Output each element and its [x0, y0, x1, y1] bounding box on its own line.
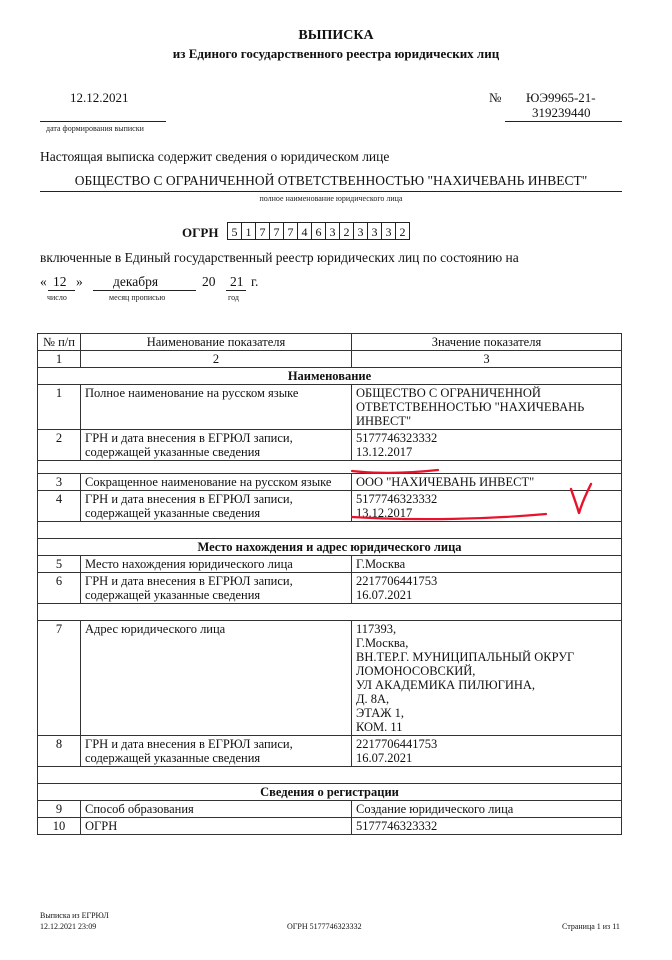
red-underline-short-name: [352, 514, 546, 519]
document-title: ВЫПИСКА: [298, 28, 374, 43]
ogrn-digit: 7: [269, 222, 284, 240]
row-label: ГРН и дата внесения в ЕГРЮЛ записи, содержащей указанные сведения: [81, 573, 352, 604]
section-title-name: Наименование: [38, 368, 622, 385]
year-suffix: 21: [230, 274, 244, 289]
row-number: 9: [38, 801, 81, 818]
row-label: ГРН и дата внесения в ЕГРЮЛ записи, содержащей указанные сведения: [81, 430, 352, 461]
ogrn-digit: 7: [283, 222, 298, 240]
row-value: Г.Москва: [352, 556, 622, 573]
ogrn-digit: 3: [367, 222, 382, 240]
ogrn-digit: 4: [297, 222, 312, 240]
section-title-registration: Сведения о регистрации: [38, 784, 622, 801]
document-subtitle: из Единого государственного реестра юридических лиц: [172, 46, 500, 61]
row-number: 3: [38, 474, 81, 491]
row-number: 8: [38, 736, 81, 767]
row-value: ООО "НАХИЧЕВАНЬ ИНВЕСТ": [352, 474, 622, 491]
ogrn-digit: 3: [353, 222, 368, 240]
col-number: 2: [81, 351, 352, 368]
status-line: включенные в Единый государственный реестр юридических лиц по состоянию на: [40, 250, 519, 265]
ogrn-digit: 3: [325, 222, 340, 240]
col-number: 3: [352, 351, 622, 368]
ogrn-digit: 2: [339, 222, 354, 240]
state-month: декабря: [113, 274, 159, 289]
entity-full-name: ОБЩЕСТВО С ОГРАНИЧЕННОЙ ОТВЕТСТВЕННОСТЬЮ "НАХИЧЕВАНЬ ИНВЕСТ": [74, 173, 588, 188]
row-value: 117393, Г.Москва, ВН.ТЕР.Г. МУНИЦИПАЛЬНЫЙ ОКРУГ ЛОМОНОСОВСКИЙ, УЛ АКАДЕМИКА ПИЛЮГИНА, Д. 8А, ЭТАЖ 1, КОМ. 11: [352, 621, 622, 736]
row-label: Способ образования: [81, 801, 352, 818]
row-number: 6: [38, 573, 81, 604]
year-word: г.: [251, 274, 259, 289]
row-value: 2217706441753 16.07.2021: [352, 736, 622, 767]
row-value: ОБЩЕСТВО С ОГРАНИЧЕННОЙ ОТВЕТСТВЕННОСТЬЮ "НАХИЧЕВАНЬ ИНВЕСТ": [352, 385, 622, 430]
date-caption: дата формирования выписки: [46, 124, 144, 133]
row-value: 2217706441753 16.07.2021: [352, 573, 622, 604]
footer-page-number: Страница 1 из 11: [562, 922, 620, 931]
row-number: 5: [38, 556, 81, 573]
row-number: 10: [38, 818, 81, 835]
ogrn-digit: 5: [227, 222, 242, 240]
extract-number-line2: 319239440: [532, 105, 591, 120]
day-caption: число: [47, 293, 67, 302]
row-number: 7: [38, 621, 81, 736]
red-checkmark: [571, 484, 591, 513]
row-value: 5177746323332: [352, 818, 622, 835]
quote-open: «: [40, 274, 47, 289]
row-number: 1: [38, 385, 81, 430]
row-label: ОГРН: [81, 818, 352, 835]
ogrn-label: ОГРН: [182, 225, 219, 240]
extract-number-line1: ЮЭ9965-21-: [526, 90, 596, 105]
row-label: ГРН и дата внесения в ЕГРЮЛ записи, содержащей указанные сведения: [81, 491, 352, 522]
formation-date: 12.12.2021: [70, 90, 129, 105]
col-number: 1: [38, 351, 81, 368]
row-label: ГРН и дата внесения в ЕГРЮЛ записи, содержащей указанные сведения: [81, 736, 352, 767]
ogrn-digit: 1: [241, 222, 256, 240]
year-prefix: 20: [202, 274, 216, 289]
col-header-number: № п/п: [38, 334, 81, 351]
ogrn-digit: 7: [255, 222, 270, 240]
row-value: 5177746323332 13.12.2017: [352, 491, 622, 522]
row-value: Создание юридического лица: [352, 801, 622, 818]
row-label: Адрес юридического лица: [81, 621, 352, 736]
row-number: 2: [38, 430, 81, 461]
row-number: 4: [38, 491, 81, 522]
row-label: Сокращенное наименование на русском языке: [81, 474, 352, 491]
quote-close: »: [76, 274, 83, 289]
section-title-address: Место нахождения и адрес юридического лица: [38, 539, 622, 556]
ogrn-digit: 6: [311, 222, 326, 240]
col-header-value: Значение показателя: [352, 334, 622, 351]
col-header-indicator: Наименование показателя: [81, 334, 352, 351]
month-caption: месяц прописью: [109, 293, 166, 302]
row-label: Полное наименование на русском языке: [81, 385, 352, 430]
intro-text: Настоящая выписка содержит сведения о юридическом лице: [40, 149, 390, 164]
ogrn-digit: 3: [381, 222, 396, 240]
footer-ogrn: ОГРН 5177746323332: [287, 922, 362, 931]
red-underline-date: [352, 470, 438, 473]
footer-timestamp: 12.12.2021 23:09: [40, 922, 97, 931]
ogrn-digit: 2: [395, 222, 410, 240]
year-caption: год: [228, 293, 239, 302]
entity-name-caption: полное наименование юридического лица: [259, 194, 403, 203]
row-value: 5177746323332 13.12.2017: [352, 430, 622, 461]
state-day: 12: [53, 274, 67, 289]
number-sign: №: [489, 90, 502, 105]
row-label: Место нахождения юридического лица: [81, 556, 352, 573]
footer-source: Выписка из ЕГРЮЛ: [40, 911, 109, 920]
